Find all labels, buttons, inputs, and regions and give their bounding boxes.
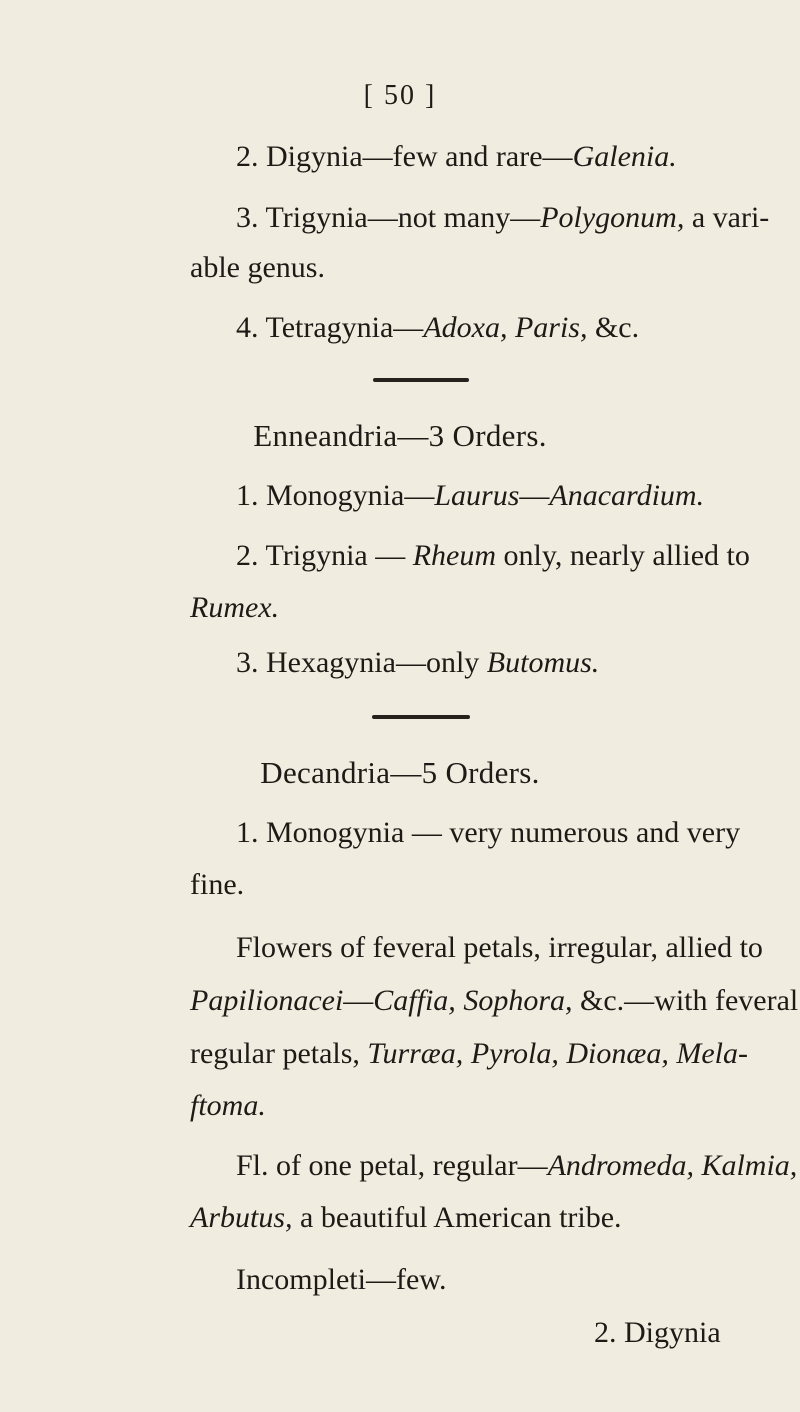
genus-name: Sophora, — [463, 984, 573, 1017]
genus-name: Mela- — [676, 1037, 749, 1070]
genus-name: Anacardium. — [549, 479, 705, 512]
genus-name: Andromeda, — [547, 1149, 694, 1182]
item-monogynia — [236, 478, 704, 514]
genus-name: Kalmia, — [701, 1149, 798, 1182]
genus-name: ftoma. — [190, 1089, 266, 1122]
genus-name: Rheum — [412, 539, 497, 572]
item-label: Trigynia—not many— — [265, 201, 541, 234]
text: a beautiful American tribe. — [292, 1201, 622, 1234]
genus-name: Turræa, — [367, 1037, 464, 1070]
item-label: Trigynia — — [265, 539, 413, 572]
dash: — — [519, 479, 550, 512]
item-monogynia — [236, 815, 740, 851]
item-label: Monogynia — very numerous and very — [266, 816, 741, 849]
text: &c.—with feveral — [572, 984, 799, 1017]
item-label: Monogynia— — [266, 479, 435, 512]
genus-name: Rumex. — [190, 591, 280, 624]
item-tetragynia — [236, 310, 639, 346]
item-trigynia — [236, 538, 750, 574]
item-trigynia-continuation — [190, 590, 279, 626]
item-number: 4. — [236, 311, 259, 344]
paragraph-line — [190, 1200, 622, 1236]
item-label: Digynia—few and rare— — [266, 140, 573, 173]
item-number: 2. — [236, 140, 259, 173]
item-hexagynia — [236, 645, 599, 681]
genus-name: Adoxa, — [423, 311, 508, 344]
text: regular petals, — [190, 1037, 368, 1070]
text: Fl. of one petal, regular— — [236, 1149, 548, 1182]
paragraph-line: Flowers of feveral petals, irregular, allied to — [236, 931, 763, 964]
item-tail: &c. — [587, 311, 640, 344]
paragraph-line — [190, 983, 798, 1019]
genus-name: Arbutus, — [190, 1201, 293, 1234]
genus-name: Papilionacei — [190, 984, 344, 1017]
page-number: [ 50 ] — [363, 80, 437, 111]
item-tail: only, nearly allied to — [496, 539, 750, 572]
section-divider — [373, 378, 469, 382]
item-digynia — [236, 139, 677, 175]
paragraph-line — [236, 1148, 797, 1184]
item-label: Tetragynia— — [265, 311, 424, 344]
genus-name: Polygonum, — [540, 201, 685, 234]
paragraph-line — [190, 1088, 266, 1124]
item-trigynia-continuation: able genus. — [190, 251, 325, 284]
genus-name: Galenia. — [572, 140, 677, 173]
item-number: 3. — [236, 201, 259, 234]
item-monogynia-continuation: fine. — [190, 868, 245, 901]
genus-name: Caffia, — [373, 984, 456, 1017]
item-number: 1. — [236, 479, 259, 512]
heading-enneandria: Enneandria—3 Orders. — [253, 418, 547, 453]
genus-name: Paris, — [514, 311, 588, 344]
genus-name: Butomus. — [486, 646, 600, 679]
item-number: 2. — [236, 539, 259, 572]
genus-name: Laurus — [434, 479, 520, 512]
item-label: Hexagynia—only — [266, 646, 487, 679]
section-divider — [372, 715, 470, 719]
catchword: 2. Digynia — [594, 1316, 721, 1349]
paragraph-line: Incompleti—few. — [236, 1263, 447, 1296]
genus-name: Dionæa, — [566, 1037, 669, 1070]
item-trigynia — [236, 200, 769, 236]
paragraph-line — [190, 1036, 748, 1072]
item-tail: a vari- — [684, 201, 770, 234]
heading-decandria: Decandria—5 Orders. — [260, 755, 540, 790]
item-number: 3. — [236, 646, 259, 679]
item-number: 1. — [236, 816, 259, 849]
dash: — — [343, 984, 374, 1017]
genus-name: Pyrola, — [470, 1037, 559, 1070]
